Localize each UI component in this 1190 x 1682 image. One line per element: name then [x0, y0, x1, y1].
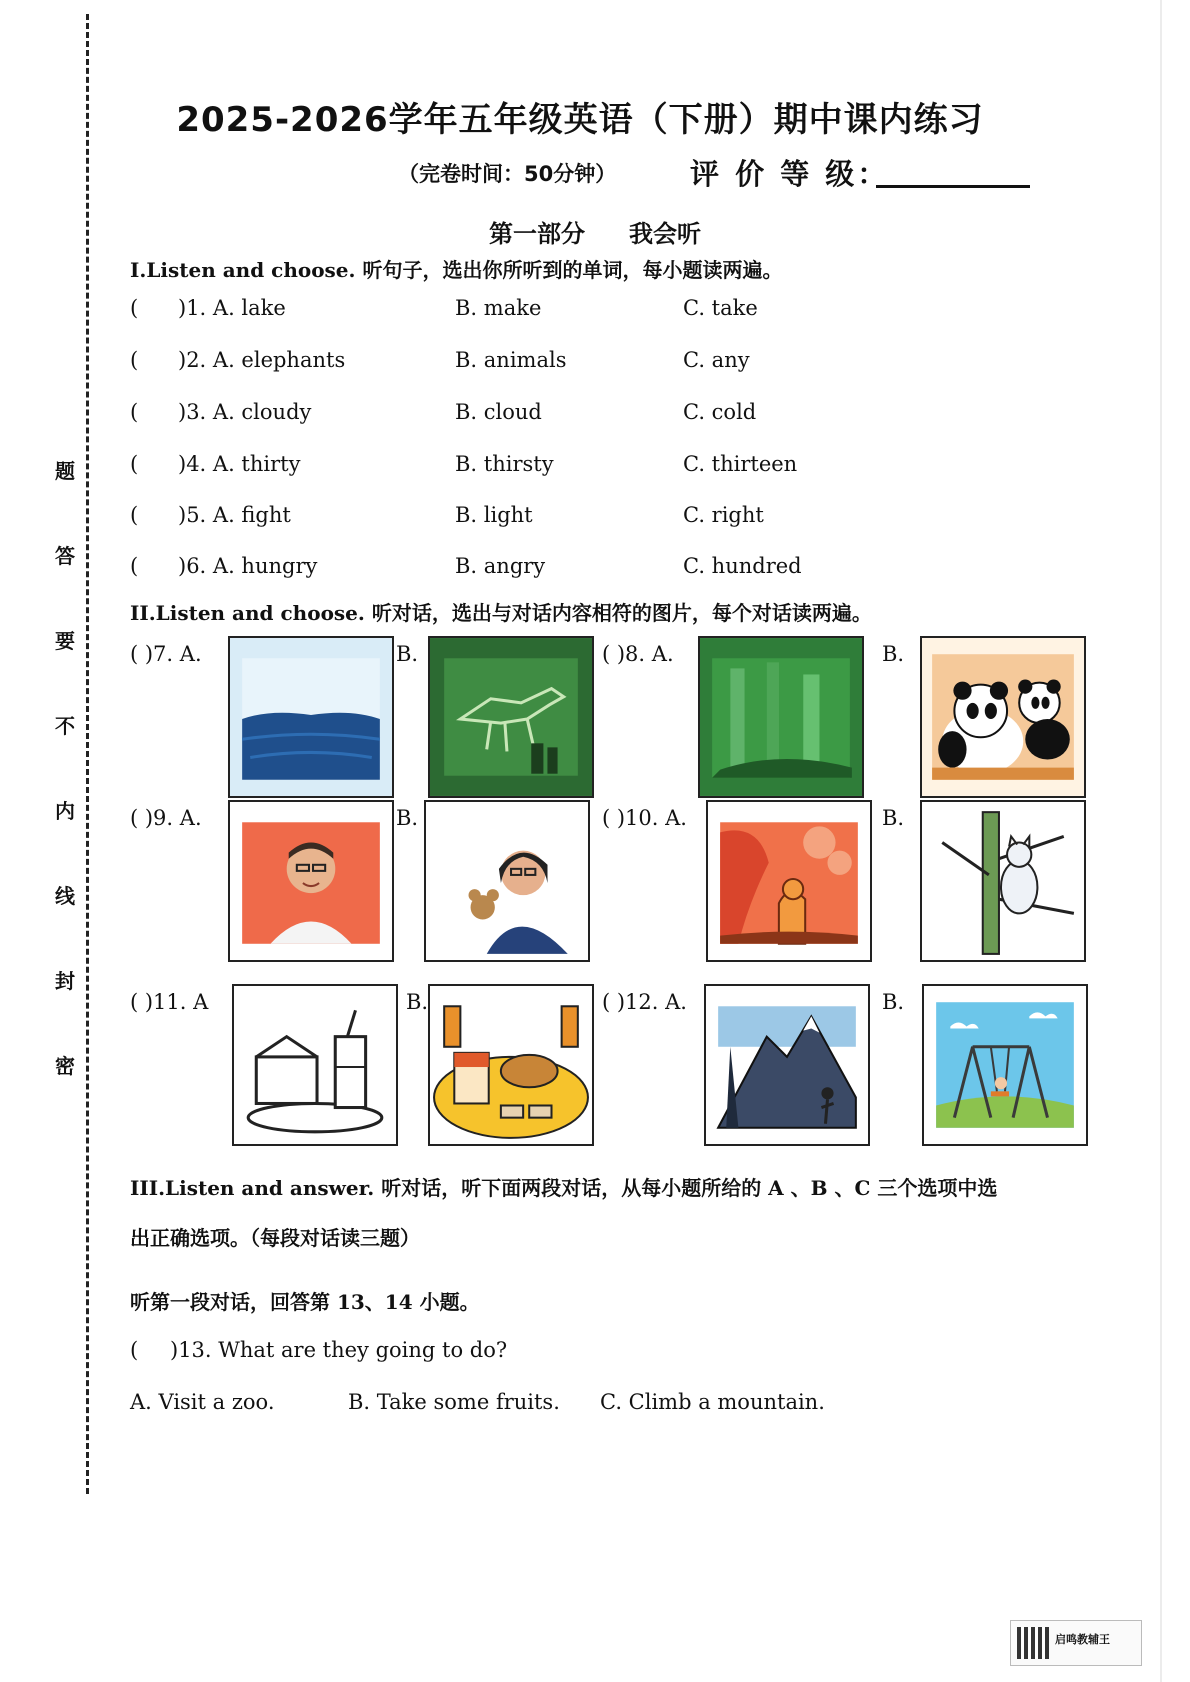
option-a: A. Visit a zoo. — [130, 1390, 275, 1414]
binding-char: 要 — [55, 629, 75, 653]
question-number[interactable]: ( )9. A. — [130, 806, 202, 830]
answer-paren[interactable]: ( — [130, 503, 139, 527]
picnic-table-picture — [430, 986, 592, 1144]
option-c: C. thirteen — [683, 452, 798, 476]
option-a: )2. A. elephants — [178, 348, 346, 372]
question-number[interactable]: ( )8. A. — [602, 642, 674, 666]
option-b: B. cloud — [455, 400, 542, 424]
section3-heading-cont: 出正确选项。（每段对话读三题） — [130, 1226, 420, 1250]
binding-char: 密 — [55, 1054, 75, 1078]
answer-paren[interactable]: ( — [130, 400, 139, 424]
answer-paren[interactable]: ( — [130, 452, 139, 476]
question-row — [130, 296, 1030, 326]
picture-option[interactable] — [428, 984, 594, 1146]
binding-char: 不 — [55, 714, 75, 738]
question-number[interactable]: ( )7. A. — [130, 642, 202, 666]
option-c: C. take — [683, 296, 758, 320]
part1-label: 第一部分 — [489, 220, 585, 248]
question-row — [130, 400, 1030, 430]
dinosaur-picture — [430, 638, 592, 796]
section1-heading: I.Listen and choose. 听句子，选出你所听到的单词，每小题读两遍。 — [130, 258, 783, 282]
option-c: C. any — [683, 348, 750, 372]
grade-blank[interactable] — [876, 185, 1030, 188]
picture-option[interactable] — [922, 984, 1088, 1146]
binding-char: 内 — [55, 799, 75, 823]
option-a: )4. A. thirty — [178, 452, 301, 476]
cat-on-tree-picture — [922, 802, 1084, 960]
answer-paren[interactable]: ( — [130, 348, 139, 372]
option-a: )6. A. hungry — [178, 554, 318, 578]
option-c: C. cold — [683, 400, 757, 424]
picture-option[interactable] — [920, 800, 1086, 962]
qr-label: 启鸣教辅王 — [1055, 1633, 1110, 1646]
option-b-label: B. — [882, 806, 905, 830]
option-a: )5. A. fight — [178, 503, 291, 527]
page-title: 2025-2026学年五年级英语（下册）期中课内练习 — [176, 100, 984, 140]
binding-char: 线 — [55, 884, 75, 908]
binding-char: 答 — [55, 544, 75, 568]
panda-picture — [922, 638, 1084, 796]
option-a: )1. A. lake — [178, 296, 286, 320]
q13-options — [130, 1390, 1030, 1420]
picture-option[interactable] — [428, 636, 594, 798]
option-c: C. Climb a mountain. — [600, 1390, 825, 1414]
picture-option[interactable] — [232, 984, 398, 1146]
qr-code-icon — [1017, 1627, 1049, 1659]
grade-label: 评 价 等 级： — [690, 157, 890, 191]
question-row — [130, 452, 1030, 482]
question-number[interactable]: ( )10. A. — [602, 806, 687, 830]
cake-and-drink-picture — [234, 986, 396, 1144]
option-b: B. make — [455, 296, 542, 320]
doctor-picture — [230, 802, 392, 960]
picture-question-row — [130, 984, 1090, 1149]
picture-option[interactable] — [698, 636, 864, 798]
answer-paren[interactable]: ( — [130, 296, 139, 320]
qr-code-badge[interactable] — [1010, 1620, 1142, 1666]
part1-sublabel: 我会听 — [629, 220, 701, 248]
mountain-climbing-picture — [706, 986, 868, 1144]
scientist-with-toy-picture — [426, 802, 588, 960]
question-row — [130, 348, 1030, 378]
part1-heading — [0, 214, 1190, 249]
playground-swing-picture — [924, 986, 1086, 1144]
option-b-label: B. — [882, 990, 905, 1014]
lake-picture — [230, 638, 392, 796]
option-b-label: B. — [406, 990, 429, 1014]
exam-time: （完卷时间：50分钟） — [398, 162, 617, 186]
option-b-label: B. — [882, 642, 905, 666]
page-edge-shadow — [1160, 0, 1162, 1682]
answer-paren[interactable]: ( — [130, 1338, 139, 1362]
binding-char: 题 — [55, 459, 75, 483]
picture-option[interactable] — [704, 984, 870, 1146]
picture-option[interactable] — [706, 800, 872, 962]
picture-option[interactable] — [228, 636, 394, 798]
option-b: B. thirsty — [455, 452, 554, 476]
option-b-label: B. — [396, 642, 419, 666]
question-row — [130, 554, 1030, 584]
section2-heading: II.Listen and choose. 听对话，选出与对话内容相符的图片，每个对话读两遍。 — [130, 601, 872, 625]
option-c: C. right — [683, 503, 764, 527]
picture-option[interactable] — [920, 636, 1086, 798]
question-text: )13. What are they going to do? — [170, 1338, 508, 1362]
binding-char: 封 — [55, 969, 75, 993]
question-row — [130, 503, 1030, 533]
option-b-label: B. — [396, 806, 419, 830]
question-number[interactable]: ( )11. A — [130, 990, 209, 1014]
picture-option[interactable] — [228, 800, 394, 962]
option-b: B. animals — [455, 348, 567, 372]
answer-paren[interactable]: ( — [130, 554, 139, 578]
option-b: B. light — [455, 503, 533, 527]
section3-heading: III.Listen and answer. 听对话，听下面两段对话，从每小题所给的 A 、B 、C 三个选项中选 — [130, 1176, 998, 1200]
option-a: )3. A. cloudy — [178, 400, 312, 424]
picture-question-row — [130, 800, 1090, 965]
option-b: B. Take some fruits. — [348, 1390, 560, 1414]
dialog1-intro: 听第一段对话，回答第 13、14 小题。 — [130, 1290, 480, 1314]
option-b: B. angry — [455, 554, 546, 578]
picture-question-row — [130, 636, 1090, 801]
forest-picture — [700, 638, 862, 796]
cat-in-autumn-picture — [708, 802, 870, 960]
picture-option[interactable] — [424, 800, 590, 962]
question-row — [130, 1338, 1030, 1368]
question-number[interactable]: ( )12. A. — [602, 990, 687, 1014]
option-c: C. hundred — [683, 554, 802, 578]
